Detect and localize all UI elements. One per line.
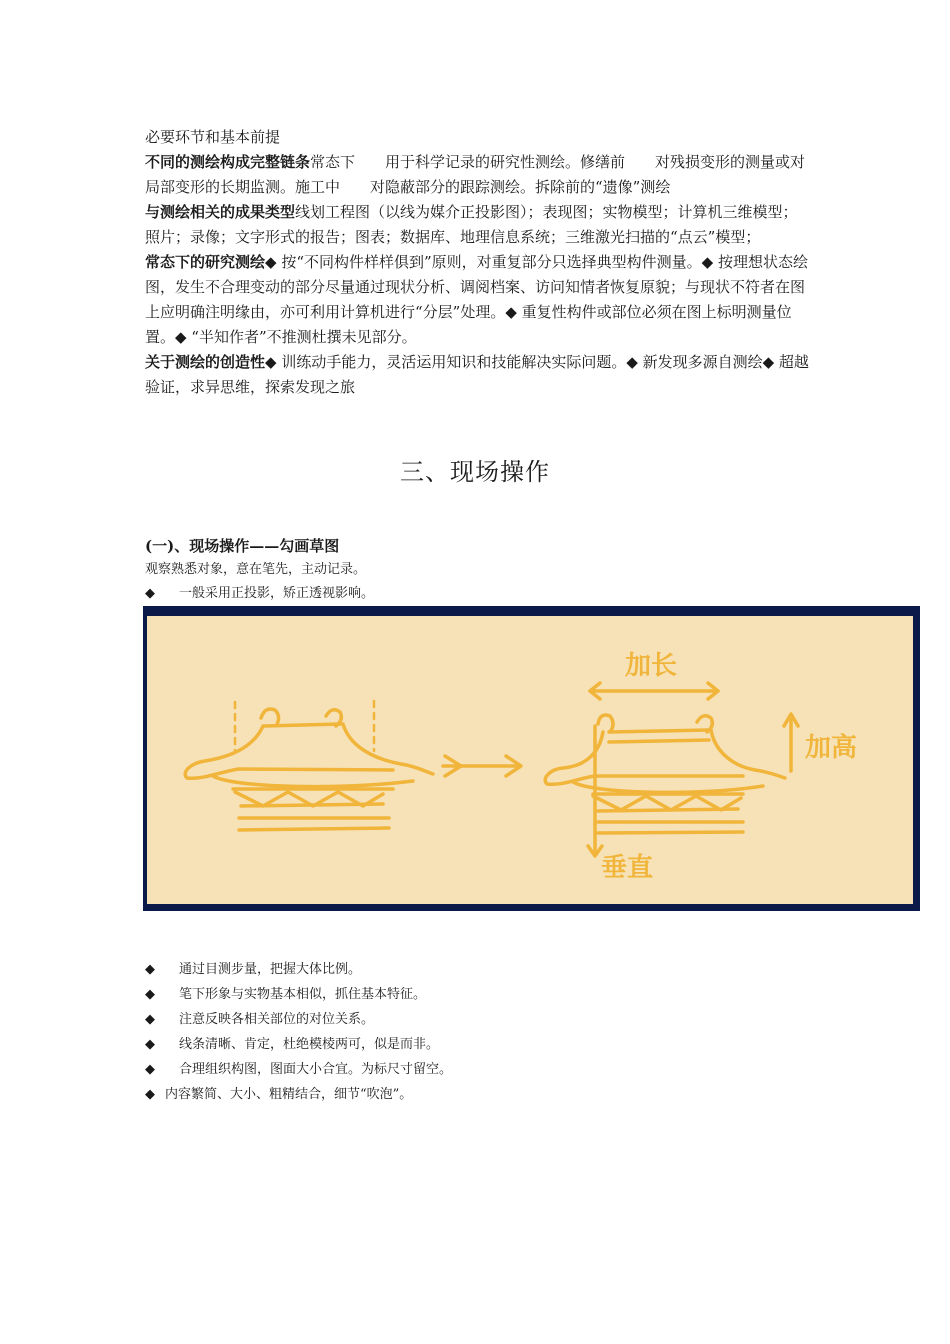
bullet-text: 注意反映各相关部位的对位关系。 [179,1012,375,1027]
list-item [145,982,452,1007]
sketch-tips-list [145,957,452,1107]
subsection-heading: (一)、现场操作——勾画草图 [145,537,340,555]
diamond-bullet-icon: ◆ [145,1087,155,1102]
section-heading: 三、现场操作 [400,458,550,486]
label-heighten: 加高 [805,733,858,763]
diamond-bullet-icon: ◆ [145,962,155,977]
label-lengthen: 加长 [625,651,678,681]
sketch-paper [147,616,913,904]
label-vertical: 垂直 [601,853,654,883]
paragraph-lead: 不同的测绘构成完整链条 [145,153,311,171]
list-item [145,1082,452,1107]
bullet-text: 线条清晰、肯定，杜绝模棱两可，似是而非。 [179,1037,440,1052]
bullet-text: 一般采用正投影，矫正透视影响。 [179,586,375,601]
paragraph-text: 线划工程图（以线为媒介正投影图）；表现图；实物模型；计算机三维模型；照片；录像；文字形式的报告；图表；数据库、地理信息系统；三维激光扫描的“点云”模型； [145,203,798,246]
intro-title: 必要环节和基本前提 [145,128,281,146]
roof-sketch-drawing [143,606,920,911]
subsection-intro-line: 观察熟悉对象，意在笔先，主动记录。 [145,562,367,577]
paragraph-creativity [145,350,810,400]
paragraph-measurement-chain [145,150,810,200]
list-item [145,1032,452,1057]
sketch-figure [143,606,920,911]
paragraph-text: 常态下 用于科学记录的研究性测绘。修缮前 对残损变形的测量或对局部变形的长期监测。施工中 对隐蔽部分的跟踪测绘。拆除前的“遗像”测绘 [145,153,806,196]
diamond-bullet-icon: ◆ [145,1012,155,1027]
list-item [145,1007,452,1032]
paragraph-lead: 关于测绘的创造性 [145,353,266,371]
intro-block [145,125,810,400]
list-item [145,957,452,982]
bullet-text: 合理组织构图，图面大小合宜。为标尺寸留空。 [179,1062,453,1077]
subsection-bullet-line [145,584,374,604]
diamond-bullet-icon: ◆ [145,1062,155,1077]
bullet-text: 笔下形象与实物基本相似，抓住基本特征。 [179,987,427,1002]
paragraph-text: ◆ 按“不同构件样样俱到”原则，对重复部分只选择典型构件测量。◆ 按理想状态绘图，发生不合理变动的部分尽量通过现状分析、调阅档案、访问知情者恢复原貌；与现状不符者在图上应明确注明缘由，亦可利用计算机进行“分层”处理。◆ 重复性构件或部位必须在图上标明测量位置。◆ “半知作者”不推测杜撰未见部分。 [145,253,808,346]
diamond-bullet-icon: ◆ [145,586,155,601]
diamond-bullet-icon: ◆ [145,987,155,1002]
bullet-text: 内容繁简、大小、粗精结合，细节“吹泡”。 [165,1087,413,1102]
paragraph-text: ◆ 训练动手能力，灵活运用知识和技能解决实际问题。◆ 新发现多源自测绘◆ 超越验证，求异思维，探索发现之旅 [145,353,809,396]
paragraph-research-survey [145,250,810,350]
paragraph-result-types [145,200,810,250]
paragraph-lead: 常态下的研究测绘 [145,253,266,271]
list-item [145,1057,452,1082]
bullet-text: 通过目测步量，把握大体比例。 [179,962,362,977]
paragraph-lead: 与测绘相关的成果类型 [145,203,296,221]
diamond-bullet-icon: ◆ [145,1037,155,1052]
